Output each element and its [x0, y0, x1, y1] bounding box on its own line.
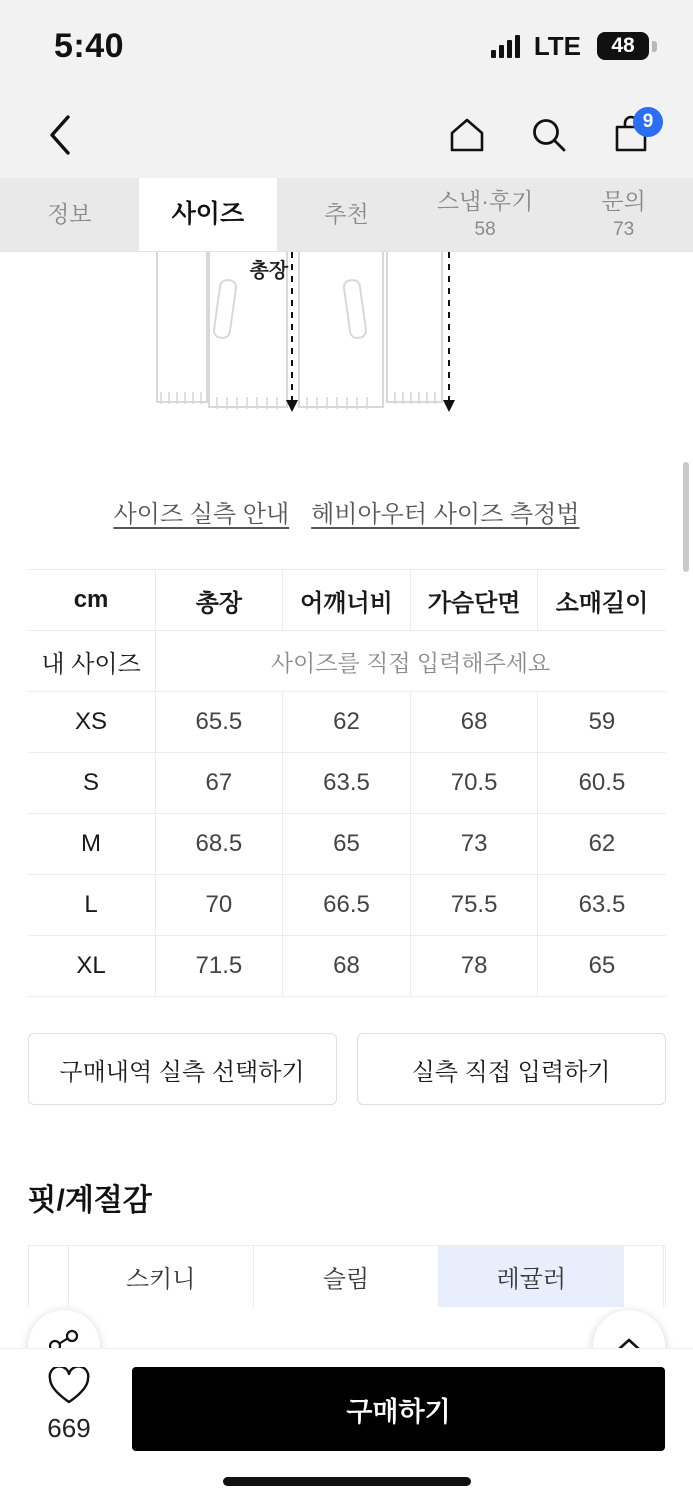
header-total-length: 총장 [155, 570, 283, 631]
row-size-label: S [28, 753, 156, 814]
tab-label: 사이즈 [171, 199, 245, 228]
cell-shoulder-width: 68 [283, 936, 411, 997]
size-tab-content [0, 252, 693, 1500]
cell-chest: 70.5 [410, 753, 538, 814]
illustration-label: 총장 [249, 260, 289, 282]
cell-shoulder-width: 65 [283, 814, 411, 875]
cell-total-length: 65.5 [155, 692, 283, 753]
like-button[interactable] [28, 1367, 110, 1444]
navigation-bar [0, 92, 693, 178]
select-from-purchase-history-button[interactable]: 구매내역 실측 선택하기 [28, 1033, 337, 1105]
cell-sleeve-length: 65 [538, 936, 666, 997]
tab-label: 문의 [601, 188, 646, 215]
measurement-action-buttons [28, 1033, 666, 1105]
table-row [28, 692, 666, 753]
jacket-diagram-icon [147, 252, 547, 452]
cart-badge: 9 [633, 107, 663, 137]
row-size-label: XS [28, 692, 156, 753]
like-count: 669 [47, 1413, 91, 1443]
heart-icon [47, 1367, 91, 1407]
fit-option-slim[interactable]: 슬림 [254, 1246, 439, 1307]
my-size-row[interactable] [28, 631, 666, 692]
battery-icon [597, 32, 649, 60]
header-chest: 가슴단면 [410, 570, 538, 631]
fit-options-row [28, 1245, 666, 1307]
row-size-label: L [28, 875, 156, 936]
tab-inquiry[interactable] [554, 178, 693, 251]
signal-bars-icon [491, 34, 520, 58]
cell-total-length: 68.5 [155, 814, 283, 875]
cell-total-length: 70 [155, 875, 283, 936]
search-icon [529, 115, 569, 155]
table-header-row [28, 570, 666, 631]
enter-measurements-button[interactable]: 실측 직접 입력하기 [357, 1033, 666, 1105]
status-indicators [491, 31, 649, 62]
table-row [28, 875, 666, 936]
tab-snap-review[interactable] [416, 178, 555, 251]
cell-sleeve-length: 60.5 [538, 753, 666, 814]
my-size-label: 내 사이즈 [28, 631, 156, 692]
chevron-left-icon [48, 114, 72, 156]
cell-chest: 78 [410, 936, 538, 997]
cell-chest: 75.5 [410, 875, 538, 936]
table-row [28, 936, 666, 997]
cell-chest: 73 [410, 814, 538, 875]
header-shoulder-width: 어깨너비 [283, 570, 411, 631]
heavy-outer-measure-link[interactable]: 헤비아우터 사이즈 측정법 [311, 501, 580, 528]
back-button[interactable] [36, 111, 84, 159]
tab-label: 스냅·후기 [436, 188, 534, 215]
cell-sleeve-length: 62 [538, 814, 666, 875]
status-time: 5:40 [54, 26, 125, 65]
scrollbar-thumb[interactable] [683, 462, 689, 572]
tab-count: 58 [474, 219, 496, 240]
cell-shoulder-width: 63.5 [283, 753, 411, 814]
tab-count: 73 [613, 219, 635, 240]
cell-total-length: 67 [155, 753, 283, 814]
battery-level: 48 [611, 34, 635, 57]
fit-option-skinny[interactable]: 스키니 [69, 1246, 254, 1307]
network-label: LTE [533, 30, 581, 61]
size-guide-link[interactable]: 사이즈 실측 안내 [113, 501, 290, 528]
measurement-guide-links [0, 452, 693, 569]
fit-option-partial-left[interactable] [29, 1246, 69, 1307]
header-sleeve-length: 소매길이 [538, 570, 666, 631]
measurement-illustration [147, 252, 547, 452]
row-size-label: M [28, 814, 156, 875]
home-indicator [223, 1477, 471, 1486]
table-row [28, 814, 666, 875]
header-unit: cm [28, 570, 156, 631]
home-button[interactable] [445, 113, 489, 157]
fit-option-partial-right[interactable] [624, 1246, 664, 1307]
tab-recommend[interactable] [277, 178, 416, 251]
cell-chest: 68 [410, 692, 538, 753]
table-row [28, 753, 666, 814]
bottom-action-bar [0, 1348, 693, 1500]
tab-size[interactable] [139, 178, 278, 251]
nav-actions [445, 113, 653, 157]
home-icon [447, 115, 487, 155]
size-table [28, 569, 666, 997]
size-table-header [28, 570, 666, 631]
buy-button[interactable]: 구매하기 [132, 1367, 665, 1451]
fit-option-regular[interactable]: 레귤러 [439, 1246, 624, 1307]
fit-section-title: 핏/계절감 [27, 1184, 152, 1217]
search-button[interactable] [527, 113, 571, 157]
tab-label: 추천 [324, 201, 369, 228]
row-size-label: XL [28, 936, 156, 997]
cell-sleeve-length: 59 [538, 692, 666, 753]
status-bar [0, 0, 693, 92]
section-tabs [0, 178, 693, 252]
cart-button[interactable] [609, 113, 653, 157]
cell-shoulder-width: 62 [283, 692, 411, 753]
size-table-body [28, 631, 666, 997]
cell-shoulder-width: 66.5 [283, 875, 411, 936]
my-size-input-hint[interactable]: 사이즈를 직접 입력해주세요 [155, 631, 665, 692]
tab-info[interactable] [0, 178, 139, 251]
cell-total-length: 71.5 [155, 936, 283, 997]
cell-sleeve-length: 63.5 [538, 875, 666, 936]
tab-label: 정보 [47, 201, 92, 228]
